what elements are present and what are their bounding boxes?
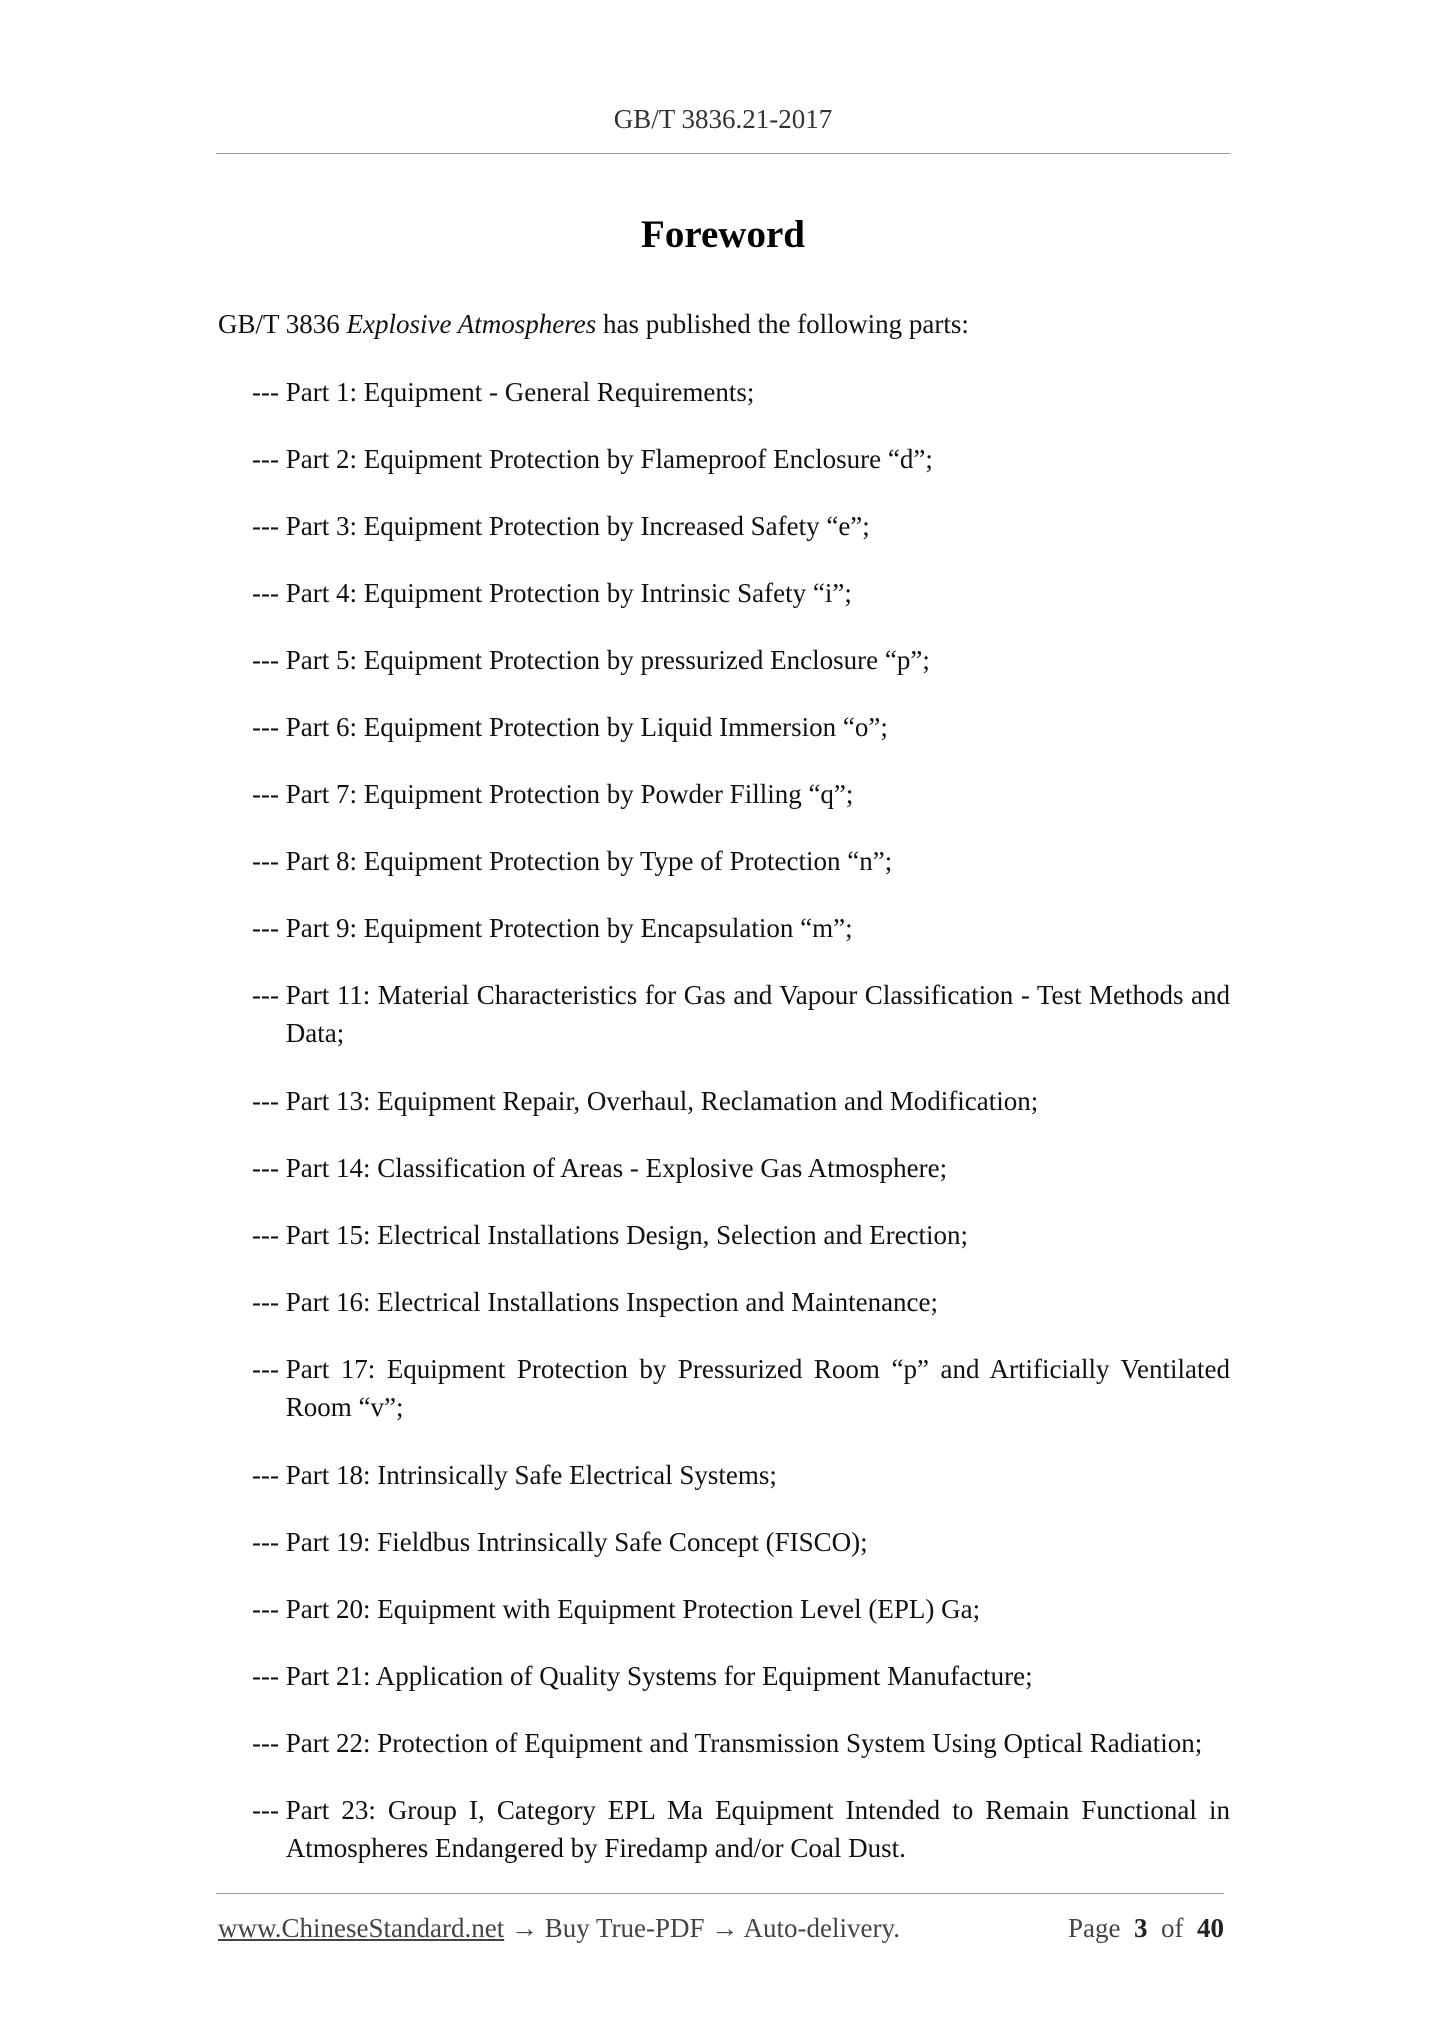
footer-promo	[218, 1913, 900, 1944]
list-item-text: Part 9: Equipment Protection by Encapsulation “m”;	[285, 913, 853, 943]
page-header-standard-code: GB/T 3836.21-2017	[613, 104, 833, 134]
list-dash: ---	[252, 1220, 286, 1250]
list-item	[252, 842, 1230, 880]
list-dash: ---	[252, 578, 286, 608]
of-label: of	[1161, 1913, 1184, 1943]
list-item-text: Part 3: Equipment Protection by Increased Safety “e”;	[285, 511, 870, 541]
list-item	[252, 1791, 1230, 1867]
list-item-text: Part 15: Electrical Installations Design, Selection and Erection;	[285, 1220, 969, 1250]
list-item-text: Part 20: Equipment with Equipment Protection Level (EPL) Ga;	[285, 1594, 981, 1624]
list-item	[252, 1082, 1230, 1120]
list-item	[252, 1523, 1230, 1561]
list-item-text: Part 2: Equipment Protection by Flameproof Enclosure “d”;	[285, 444, 933, 474]
page-total: 40	[1197, 1913, 1224, 1943]
page-title: Foreword	[641, 213, 805, 256]
list-dash: ---	[252, 645, 286, 675]
arrow-right-icon: →	[504, 1913, 545, 1943]
list-dash: ---	[252, 444, 286, 474]
list-item	[252, 1216, 1230, 1254]
list-item-text: Part 7: Equipment Protection by Powder Filling “q”;	[285, 779, 854, 809]
list-dash: ---	[252, 1661, 286, 1691]
list-item-text: Part 17: Equipment Protection by Pressurized Room “p” and Artificially Ventilated Room “v”;	[285, 1354, 1230, 1422]
list-item-text: Part 16: Electrical Installations Inspection and Maintenance;	[285, 1287, 939, 1317]
list-item-text: Part 1: Equipment - General Requirements;	[285, 377, 755, 407]
page-label: Page	[1068, 1913, 1121, 1943]
intro-suffix: has published the following parts:	[596, 309, 969, 339]
list-item-text: Part 13: Equipment Repair, Overhaul, Reclamation and Modification;	[285, 1086, 1039, 1116]
list-item-text: Part 4: Equipment Protection by Intrinsic Safety “i”;	[285, 578, 852, 608]
list-item	[252, 1283, 1230, 1321]
list-dash: ---	[252, 1086, 286, 1116]
list-item	[252, 507, 1230, 545]
list-item-text: Part 11: Material Characteristics for Gas and Vapour Classification - Test Methods and Data;	[285, 980, 1230, 1048]
list-item	[252, 1657, 1230, 1695]
list-item	[252, 1350, 1230, 1426]
list-item	[252, 1456, 1230, 1494]
list-dash: ---	[252, 1153, 286, 1183]
list-item	[252, 1724, 1230, 1762]
list-item-text: Part 19: Fieldbus Intrinsically Safe Concept (FISCO);	[285, 1527, 868, 1557]
list-item-text: Part 18: Intrinsically Safe Electrical Systems;	[285, 1460, 777, 1490]
intro-prefix: GB/T 3836	[218, 309, 347, 339]
list-item-text: Part 14: Classification of Areas - Explosive Gas Atmosphere;	[285, 1153, 948, 1183]
page-indicator	[1068, 1913, 1224, 1944]
list-dash: ---	[252, 1287, 286, 1317]
list-item-text: Part 23: Group I, Category EPL Ma Equipment Intended to Remain Functional in Atmospheres Endangered by Firedamp and/or Coal Dust.	[285, 1795, 1230, 1863]
list-item-text: Part 22: Protection of Equipment and Transmission System Using Optical Radiation;	[285, 1728, 1203, 1758]
list-dash: ---	[252, 846, 286, 876]
list-dash: ---	[252, 913, 286, 943]
list-dash: ---	[252, 779, 286, 809]
buy-true-pdf-text: Buy True-PDF	[544, 1913, 705, 1943]
website-link[interactable]: www.ChineseStandard.net	[218, 1913, 505, 1943]
list-dash: ---	[252, 1527, 286, 1557]
list-dash: ---	[252, 1460, 286, 1490]
list-dash: ---	[252, 980, 286, 1010]
series-title: Explosive Atmospheres	[346, 309, 597, 339]
list-item	[252, 1590, 1230, 1628]
arrow-right-icon: →	[704, 1913, 744, 1943]
list-dash: ---	[252, 1594, 286, 1624]
list-item	[252, 976, 1230, 1052]
footer-divider	[216, 1893, 1224, 1894]
list-item-text: Part 21: Application of Quality Systems for Equipment Manufacture;	[285, 1661, 1033, 1691]
list-dash: ---	[252, 1354, 286, 1384]
list-dash: ---	[252, 511, 286, 541]
list-dash: ---	[252, 377, 286, 407]
auto-delivery-text: Auto-delivery.	[743, 1913, 900, 1943]
list-item	[252, 1149, 1230, 1187]
list-item-text: Part 6: Equipment Protection by Liquid Immersion “o”;	[285, 712, 888, 742]
list-dash: ---	[252, 712, 286, 742]
page-number: 3	[1134, 1913, 1148, 1943]
list-dash: ---	[252, 1728, 286, 1758]
list-item-text: Part 5: Equipment Protection by pressurized Enclosure “p”;	[285, 645, 930, 675]
list-item-text: Part 8: Equipment Protection by Type of Protection “n”;	[285, 846, 893, 876]
page-footer	[218, 1913, 1224, 1944]
list-dash: ---	[252, 1795, 286, 1825]
list-item	[252, 373, 1230, 411]
list-item	[252, 440, 1230, 478]
list-item	[252, 775, 1230, 813]
list-item	[252, 708, 1230, 746]
list-item	[252, 909, 1230, 947]
list-item	[252, 574, 1230, 612]
list-item	[252, 641, 1230, 679]
